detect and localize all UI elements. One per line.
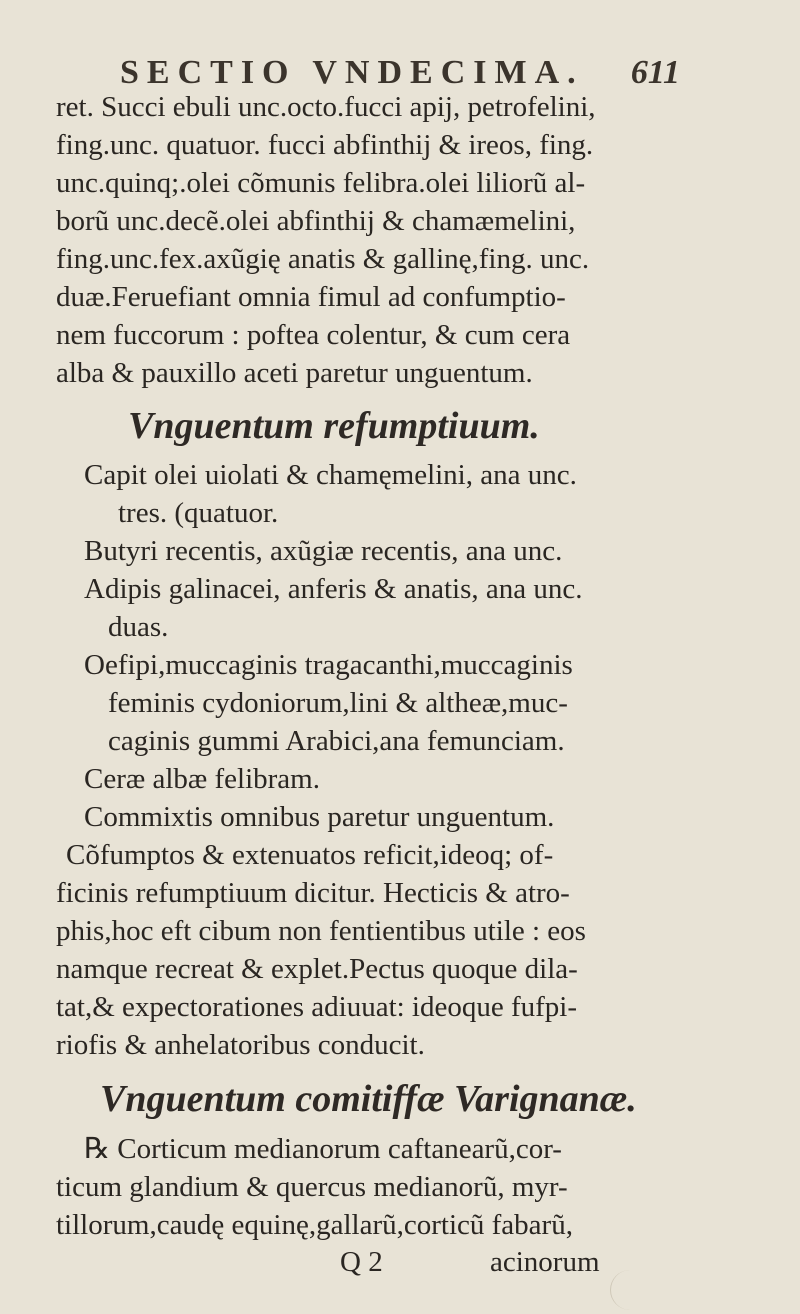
- section-heading: Vnguentum comitiffæ Varignanæ.: [100, 1078, 637, 1120]
- text-line: namque recreat & explet.Pectus quoque dila-: [56, 953, 578, 985]
- text-line: duas.: [108, 611, 169, 643]
- text-line: tat,& expectorationes adiuuat: ideoque fufpi-: [56, 991, 578, 1023]
- folio-number: 611: [630, 54, 680, 91]
- text-line: caginis gummi Arabici,ana femunciam.: [108, 725, 565, 757]
- text-line: tres. (quatuor.: [118, 497, 279, 529]
- catchline: [0, 1246, 800, 1286]
- text-line: Butyri recentis, axũgiæ recentis, ana unc.: [84, 535, 563, 567]
- text-line: ℞ Corticum medianorum caftanearũ,cor-: [84, 1133, 562, 1165]
- text-line: feminis cydoniorum,lini & altheæ,muc-: [108, 687, 568, 719]
- text-line: Adipis galinacei, anferis & anatis, ana unc.: [84, 573, 583, 605]
- text-line: alba & pauxillo aceti paretur unguentum.: [56, 357, 533, 389]
- text-line: tillorum,caudę equinę,gallarũ,corticũ fabarũ,: [56, 1209, 573, 1241]
- text-line: Ceræ albæ felibram.: [84, 763, 320, 795]
- page-fold-mark: [610, 1270, 641, 1310]
- text-line: Capit olei uiolati & chamęmelini, ana unc.: [84, 459, 577, 491]
- text-line: ret. Succi ebuli unc.octo.fucci apij, petrofelini,: [56, 91, 596, 123]
- signature-mark: Q 2: [340, 1246, 383, 1278]
- text-line: nem fuccorum : poftea colentur, & cum cera: [56, 319, 571, 351]
- text-line: phis,hoc eft cibum non fentientibus utile : eos: [56, 915, 586, 947]
- text-line: Commixtis omnibus paretur unguentum.: [84, 801, 555, 833]
- text-line: ficinis refumptiuum dicitur. Hecticis & atro-: [56, 877, 570, 909]
- text-line: Cõfumptos & extenuatos reficit,ideoq; of-: [66, 839, 554, 871]
- section-heading: Vnguentum refumptiuum.: [128, 405, 540, 447]
- text-line: ticum glandium & quercus medianorũ, myr-: [56, 1171, 568, 1203]
- text-line: Oefipi,muccaginis tragacanthi,muccaginis: [84, 649, 573, 681]
- catchword: acinorum: [490, 1246, 600, 1278]
- text-line: riofis & anhelatoribus conducit.: [56, 1029, 425, 1061]
- text-line: fing.unc.fex.axũgię anatis & gallinę,fing. unc.: [56, 243, 590, 275]
- text-line: borũ unc.decẽ.olei abfinthij & chamæmelini,: [56, 205, 576, 237]
- text-line: unc.quinq;.olei cõmunis felibra.olei liliorũ al-: [56, 167, 586, 199]
- section-title: SECTIO VNDECIMA.: [120, 54, 584, 91]
- text-line: duæ.Feruefiant omnia fimul ad confumptio-: [56, 281, 566, 313]
- text-line: fing.unc. quatuor. fucci abfinthij & ireos, fing.: [56, 129, 594, 161]
